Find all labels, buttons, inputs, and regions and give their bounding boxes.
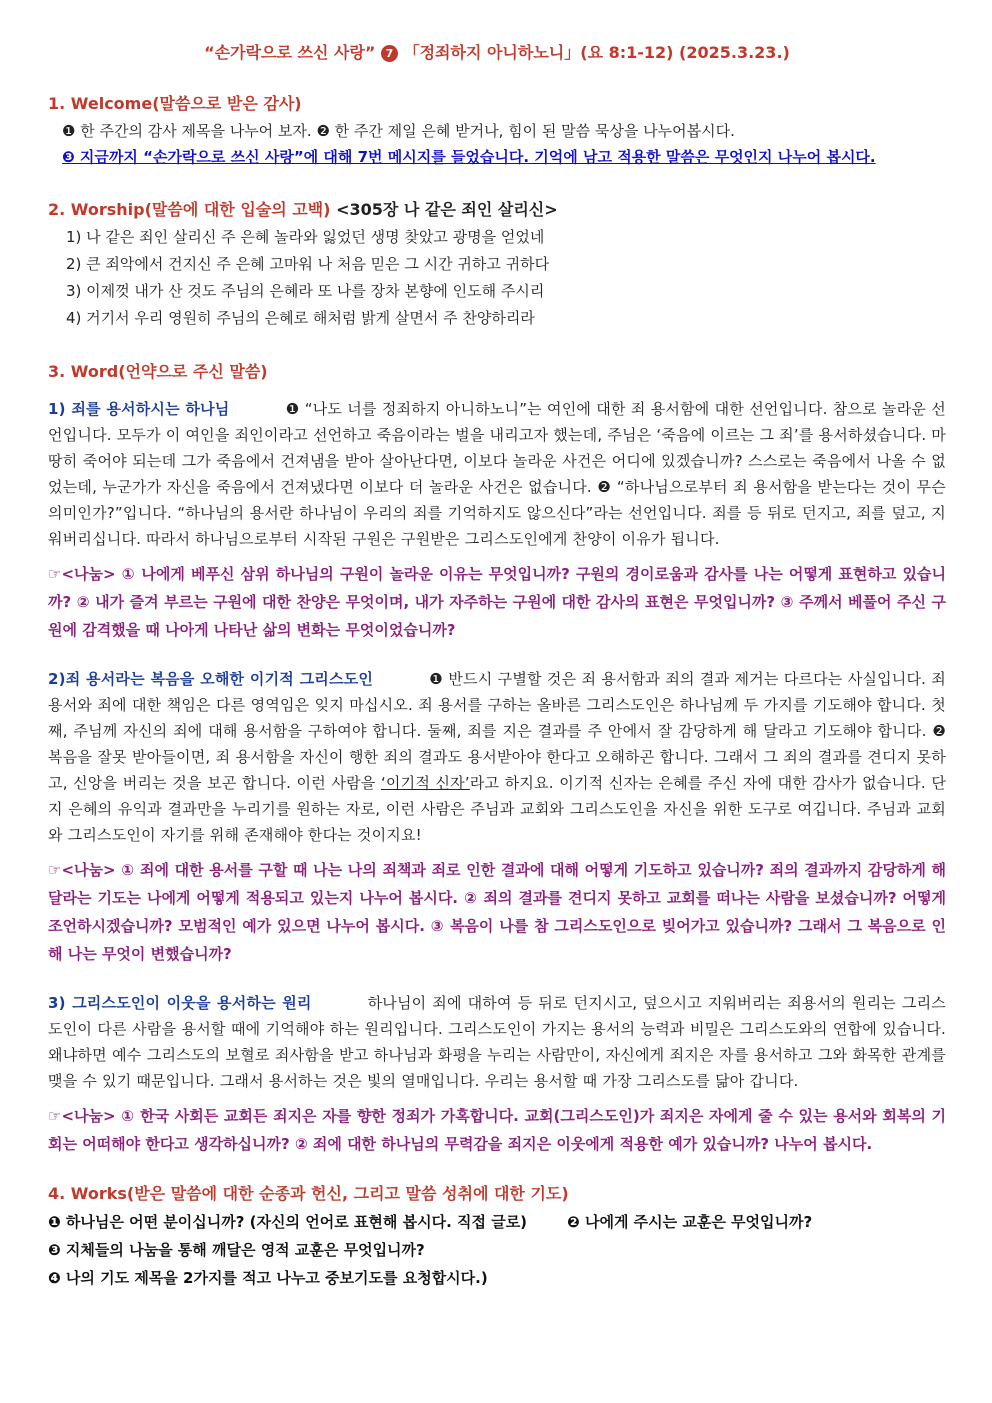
works-question-4: ❹ 나의 기도 제목을 2가지를 적고 나누고 중보기도를 요청합시다.) xyxy=(48,1269,488,1287)
word-point-2-heading: 2)죄 용서라는 복음을 오해한 이기적 그리스도인 xyxy=(48,670,374,688)
word-point-2-underlined-term: ‘이기적 신자’ xyxy=(380,774,470,792)
word-point-3 xyxy=(48,990,946,1094)
hymn-verse: 1) 나 같은 죄인 살리신 주 은혜 놀라와 잃었던 생명 찾았고 광명을 얻었네 xyxy=(66,228,545,246)
section-word-heading: 3. Word(언약으로 주신 말씀) xyxy=(48,362,268,381)
section-welcome xyxy=(48,90,946,170)
word-point-1-heading: 1) 죄를 용서하시는 하나님 xyxy=(48,400,230,418)
sharing-questions-2: ☞<나눔> ① 죄에 대한 용서를 구할 때 나는 나의 죄책과 죄로 인한 결과에 대해 어떻게 기도하고 있습니까? 죄의 결과까지 감당하게 해 달라는 기도는 나에게 어떻게 적용되고 있는지 나누어 봅시다. ② 죄의 결과를 견디지 못하고 교회를 떠나는 사람을 보셨습니까? 어떻게 조언하시겠습니까? 모범적인 예가 있으면 나누어 봅시다. ③ 복음이 나를 참 그리스도인으로 빚어가고 있습니까? 그래서 그 복음으로 인해 나는 무엇이 변했습니까? xyxy=(48,861,946,963)
works-row-1 xyxy=(48,1208,946,1236)
sharing-questions-3: ☞<나눔> ① 한국 사회든 교회든 죄지은 자를 향한 정죄가 가혹합니다. 교회(그리스도인)가 죄지은 자에게 줄 수 있는 용서와 회복의 기회는 어떠해야 한다고 생각하십니까? ② 죄에 대한 하나님의 무력감을 죄지은 이웃에게 적용한 예가 있습니까? 나누어 봅시다. xyxy=(48,1107,946,1153)
word-point-2-body-a: ❶ 반드시 구별할 것은 죄 용서함과 죄의 결과 제거는 다르다는 사실입니다. 죄 용서와 죄에 대한 책임은 다른 영역임은 잊지 마십시오. 죄 용서를 구하는 올바른 그리스도인은 하나님께 두 가지를 기도해야 합니다. 첫째, 주님께 자신의 죄에 대해 용서함을 구하여야 합니다. 둘째, 죄를 지은 결과를 주 안에서 잘 감당하게 해 달라고 기도해야 합니다. ❷ 복음을 잘못 받아들이면, 죄 용서함을 자신이 행한 죄의 결과도 용서받아야 한다고 오해하곤 합니다. 그래서 그 죄의 결과를 견디지 못하고, 신앙을 버리는 것을 보곤 합니다. 이런 사람을 xyxy=(48,670,946,792)
section-works-heading: 4. Works(받은 말씀에 대한 순종과 헌신, 그리고 말씀 성취에 대한 기도) xyxy=(48,1184,569,1203)
title-main: 「정죄하지 아니하노니」(요 8:1-12) (2025.3.23.) xyxy=(403,43,790,62)
welcome-line-2: ❸ 지금까지 “손가락으로 쓰신 사랑”에 대해 7번 메시지를 들었습니다. 기억에 남고 적용한 말씀은 무엇인지 나누어 봅시다. xyxy=(62,148,876,166)
word-point-1-body: ❶ “나도 너를 정죄하지 아니하노니”는 여인에 대한 죄 용서함에 대한 선언입니다. 참으로 놀라운 선언입니다. 모두가 이 여인을 죄인이라고 선언하고 죽음이라는 벌을 내리고자 했는데, 주님은 ‘죽음에 이르는 그 죄’를 용서하셨습니다. 마땅히 죽어야 되는데 그가 죽음에서 건져냄을 받아 살아난다면, 이보다 놀라운 사건은 어디에 있겠습니까? 스스로는 죽음에서 나올 수 없었는데, 누군가가 자신을 죽음에서 건져냈다면 이보다 더 놀라운 사건은 없습니다. ❷ “하나님으로부터 죄 용서함을 받는다는 것이 무슨 의미인가?”입니다. “하나님의 용서란 하나님이 우리의 죄를 기억하지도 않으신다”라는 선언입니다. 죄를 등 뒤로 던지고, 죄를 덮고, 지워버리십니다. 따라서 하나님으로부터 시작된 구원은 구원받은 그리스도인에게 찬양이 이유가 됩니다. xyxy=(48,400,946,548)
worship-heading-text: 2. Worship(말씀에 대한 입술의 고백) xyxy=(48,200,331,219)
hymn-verse: 3) 이제껏 내가 산 것도 주님의 은혜라 또 나를 장차 본향에 인도해 주시리 xyxy=(66,282,545,300)
word-point-3-body: 하나님이 죄에 대하여 등 뒤로 던지시고, 덮으시고 지워버리는 죄용서의 원리는 그리스도인이 다른 사람을 용서할 때에 기억해야 하는 원리입니다. 그리스도인이 가지는 용서의 능력과 비밀은 그리스도와의 연합에 있습니다. 왜냐하면 예수 그리스도의 보혈로 죄사함을 받고 하나님과 화평을 누리는 사람만이, 자신에게 죄지은 자를 용서하고 그와 화목한 관계를 맺을 수 있기 때문입니다. 그래서 용서하는 것은 빛의 열매입니다. 우리는 용서할 때 가장 그리스도를 닮아 갑니다. xyxy=(48,994,946,1090)
works-question-1: ❶ 하나님은 어떤 분이십니까? (자신의 언어로 표현해 봅시다. 직접 글로) xyxy=(48,1213,528,1231)
hymn-title: <305장 나 같은 죄인 살리신> xyxy=(330,200,558,219)
works-question-2: ❷ 나에게 주시는 교훈은 무엇입니까? xyxy=(567,1213,813,1231)
section-worship-heading xyxy=(48,196,946,224)
page-title xyxy=(48,40,946,66)
section-works xyxy=(48,1180,946,1292)
hymn-verse: 4) 거기서 우리 영원히 주님의 은혜로 해처럼 밝게 살면서 주 찬양하리라 xyxy=(66,309,535,327)
sharing-questions-1: ☞<나눔> ① 나에게 베푸신 삼위 하나님의 구원이 놀라운 이유는 무엇입니까? 구원의 경이로움과 감사를 나는 어떻게 표현하고 있습니까? ② 내가 즐겨 부르는 구원에 대한 찬양은 무엇이며, 내가 자주하는 구원에 대한 감사의 표현은 무엇입니까? ③ 주께서 베풀어 주신 구원에 감격했을 때 나아게 나타난 삶의 변화는 무엇이었습니까? xyxy=(48,565,946,639)
title-number-badge: 7 xyxy=(381,45,398,62)
word-point-2-body-b: 라고 하지요. 이기적 신자는 은혜를 주신 자에 대한 감사가 없습니다. 단지 은혜의 유익과 결과만을 누리기를 원하는 자로, 이런 사람은 주님과 교회와 그리스도인을 자신을 위한 도구로 여깁니다. 주님과 교회와 그리스도인이 자기를 위해 존재해야 한다는 것이지요! xyxy=(48,774,947,844)
hymn-verse: 2) 큰 죄악에서 건지신 주 은혜 고마워 나 처음 믿은 그 시간 귀하고 귀하다 xyxy=(66,255,550,273)
word-point-3-heading: 3) 그리스도인이 이웃을 용서하는 원리 xyxy=(48,994,312,1012)
word-point-1 xyxy=(48,396,946,552)
title-prefix: “손가락으로 쓰신 사랑” xyxy=(204,43,376,62)
section-welcome-heading: 1. Welcome(말씀으로 받은 감사) xyxy=(48,94,302,113)
works-question-3: ❸ 지체들의 나눔을 통해 깨달은 영적 교훈은 무엇입니까? xyxy=(48,1241,425,1259)
welcome-line-1: ❶ 한 주간의 감사 제목을 나누어 보자. ❷ 한 주간 제일 은혜 받거나, 힘이 된 말씀 묵상을 나누어봅시다. xyxy=(62,122,735,140)
section-word xyxy=(48,358,946,1158)
section-worship xyxy=(48,196,946,332)
welcome-line-2-wrap xyxy=(48,144,946,170)
word-point-2 xyxy=(48,666,946,848)
